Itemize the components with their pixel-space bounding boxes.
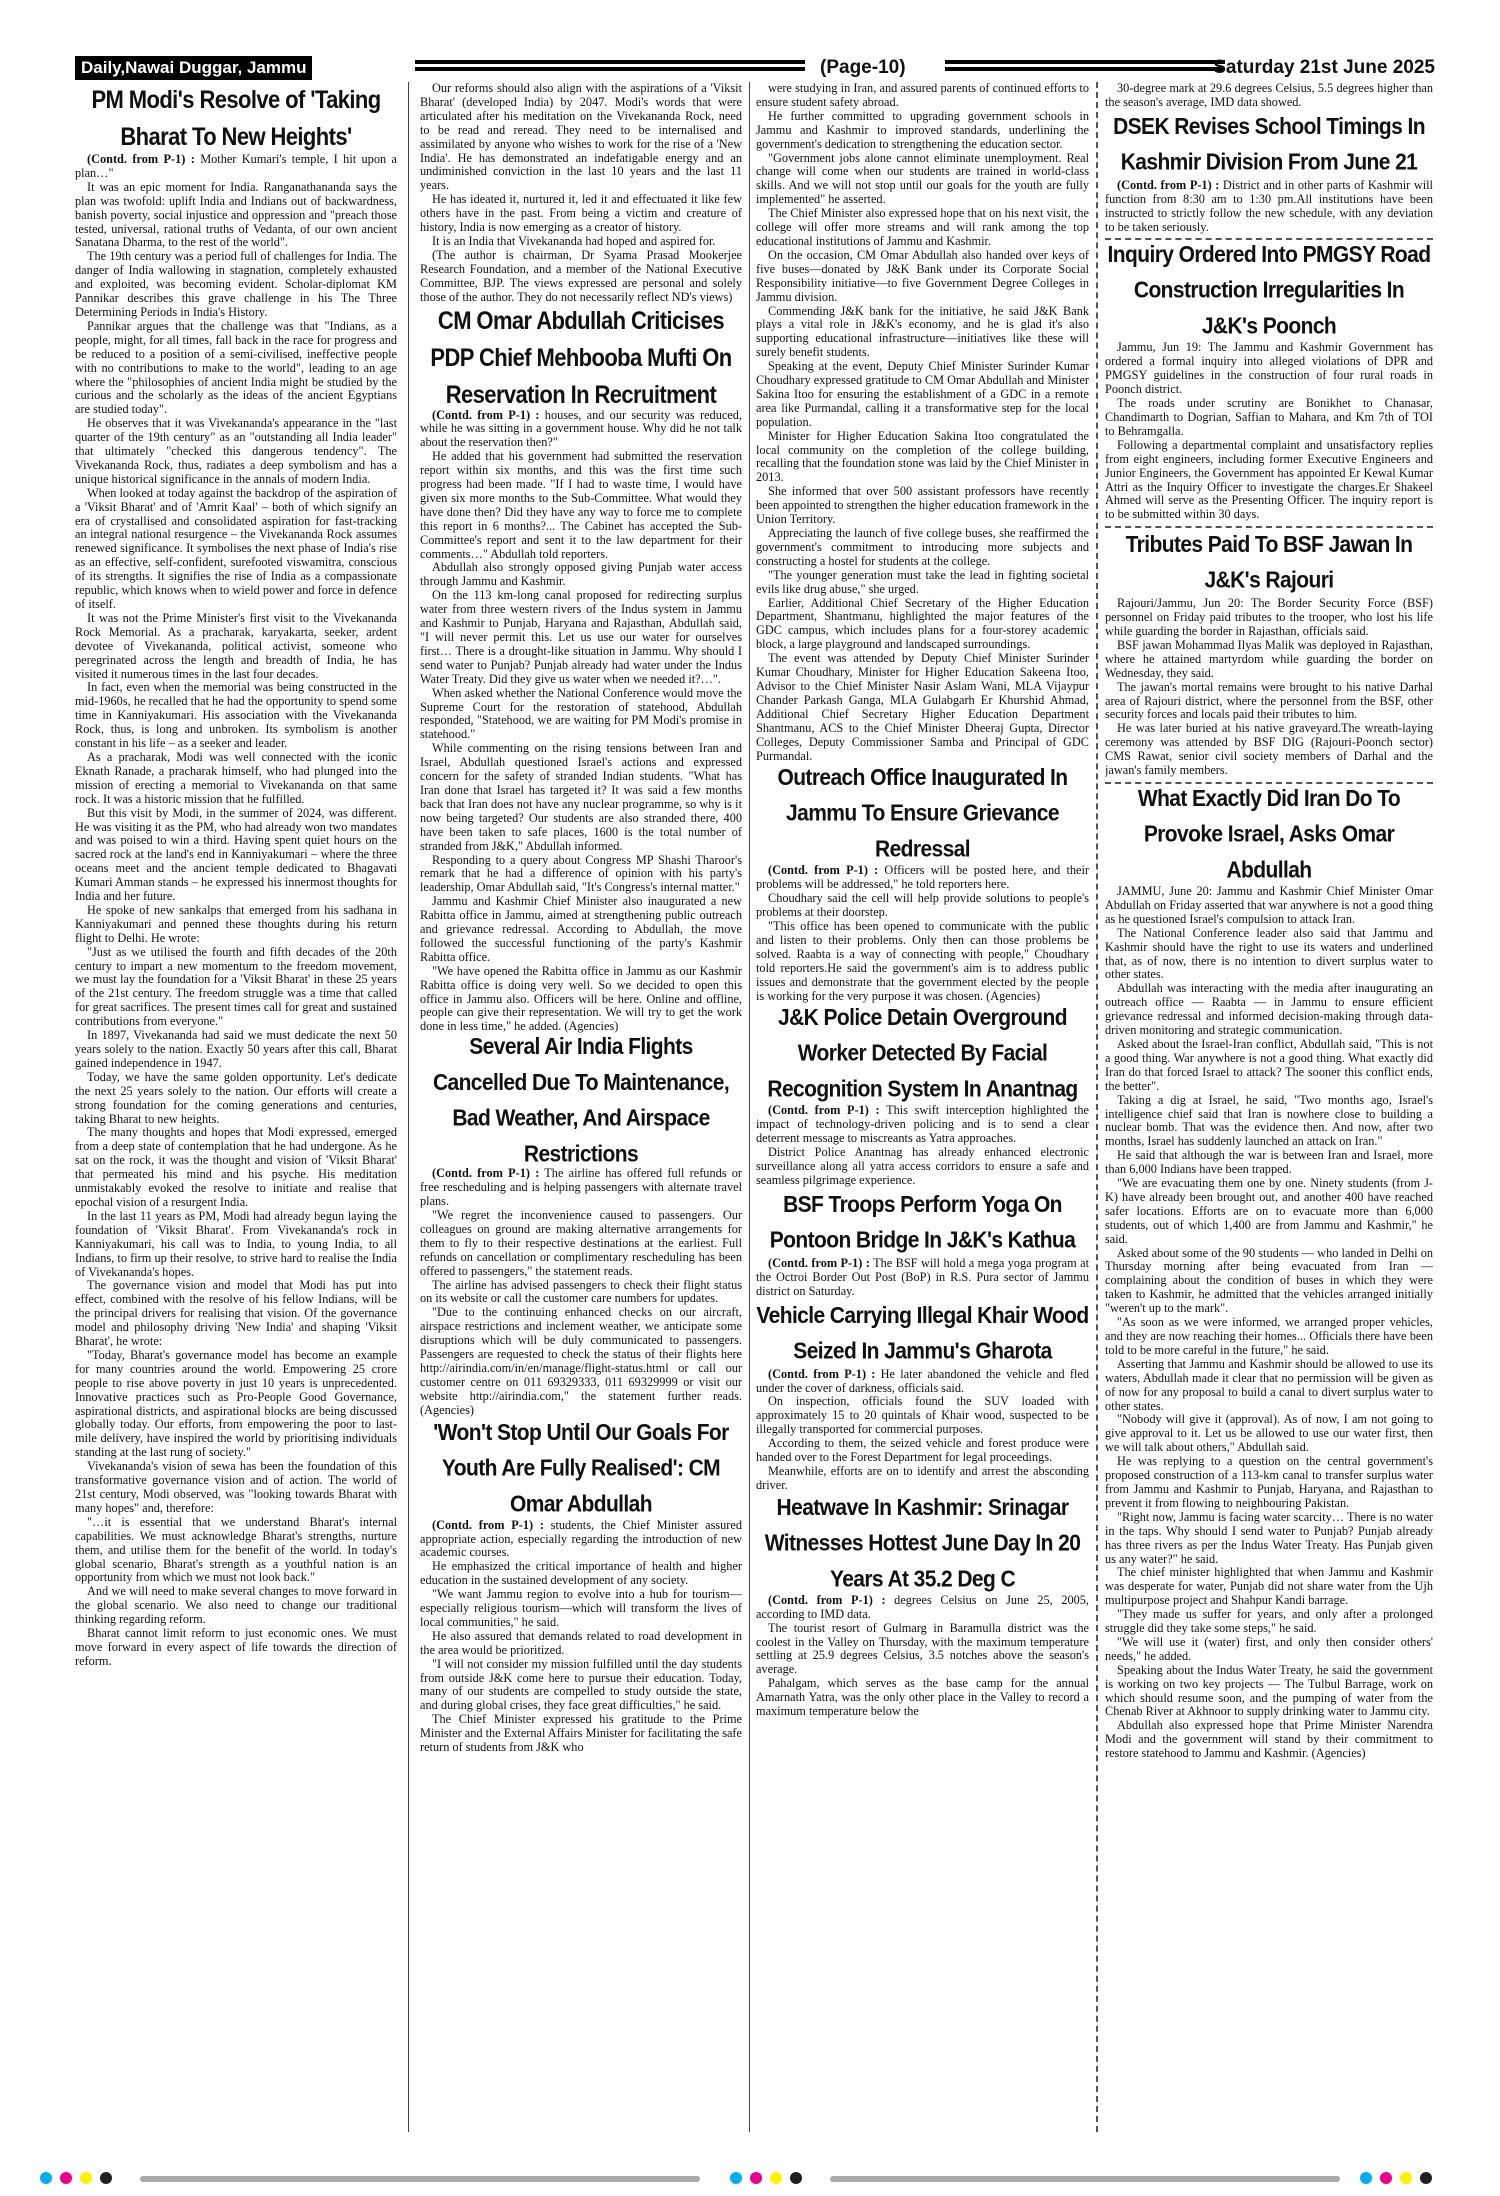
paragraph: "We are evacuating them one by one. Ninety students (from J-K) have already been brought out, and another 400 have reached safer locations. Efforts are on to evacuate more than 6,000 students, out of which 1,400 are from Jammu and Kashmir," he said. xyxy=(1105,1176,1433,1246)
paragraph: The Chief Minister expressed his gratitude to the Prime Minister and the External Affairs Minister for facilitating the safe return of students from J&K who xyxy=(420,1712,742,1755)
registration-dot xyxy=(100,2172,112,2184)
paragraph: While commenting on the rising tensions between Iran and Israel, Abdullah questioned Israel's actions and expressed concern for the safety of stranded Indian students. "What has Iran done that Israel has targeted it? It was said a few months back that Iran does not have any nuclear programme, so why is it now being targeted? Our students are also stranded there, 400 have been taken to safe places, 1600 is the total number of stranded from J&K," Abdullah informed. xyxy=(420,741,742,853)
lead-text: The BSF will hold a mega yoga program at the Octroi Border Out Post (BoP) in R.S. Pura sector of Jammu district on Saturday. xyxy=(756,1255,1089,1298)
paragraph: The many thoughts and hopes that Modi expressed, emerged from a deep state of contemplation that he had undergone. As he sat on the rock, it was the thought and vision of 'Viksit Bharat' that permeated his mind and his psyche. His meditation unmistakably evoked the resolve to initiate and realise that epochal vision of a resurgent India. xyxy=(75,1125,397,1209)
paragraph: The jawan's mortal remains were brought to his native Darhal area of Rajouri district, where the personnel from the BSF, other security forces and locals paid their tributes to him. xyxy=(1105,679,1433,722)
paragraph: And we will need to make several changes to move forward in the global scenario. We also need to change our traditional thinking regarding reform. xyxy=(75,1584,397,1627)
paper-name: Daily,Nawai Duggar, Jammu xyxy=(75,56,312,80)
paragraph: On the occasion, CM Omar Abdullah also handed over keys of five buses—donated by J&K Bank under its Corporate Social Responsibility initiative—to five Government Degree Colleges in Jammu division. xyxy=(756,247,1089,304)
paragraph: When looked at today against the backdrop of the aspiration of a 'Viksit Bharat' and of 'Amrit Kaal' – both of which signify an era of crystallised and consolidated aspiration for fast-tracking an integral national resurgence – the Vivekananda Rock assumes renewed significance. It symbolises the next phase of India's rise as an effective, self-confident, surefooted viswamitra, conscious of its strengths. It signifies the rise of India as a compassionate republic, which knows when to wield power and force in defence of itself. xyxy=(75,485,397,611)
contd-label: (Contd. from P-1) : xyxy=(768,1103,880,1118)
paragraph: Asked about some of the 90 students — who landed in Delhi on Thursday morning after being evacuated from Iran — complaining about the condition of buses in which they were taken to Kashmir, he admitted that the vehicles arranged initially "weren't up to the mark". xyxy=(1105,1245,1433,1316)
paragraph: As a pracharak, Modi was well connected with the iconic Eknath Ranade, a pracharak himself, who had plunged into the mission of erecting a memorial to Vivekananda on that same rock. It was a historic mission that he fulfilled. xyxy=(75,749,397,806)
column-rule xyxy=(1096,82,1098,2132)
paragraph: He observes that it was Vivekananda's appearance in the "last quarter of the 19th century" as an "outstanding all India leader" that ultimately "checked this dangerous tendency". The Vivekananda Rock, thus, radiates a deep symbolism and has a unique historical significance in the annals of modern India. xyxy=(75,416,397,486)
column-2 xyxy=(420,82,742,2140)
article-body xyxy=(756,1395,1089,1492)
article-lead xyxy=(756,1368,1089,1396)
article-body xyxy=(1105,885,1433,1761)
paragraph: Abdullah was interacting with the media after inaugurating an outreach office — Raabta — in Jammu to ensure efficient grievance redressal and informed decision-making through data-driven monitoring and strategic communication. xyxy=(1105,981,1433,1038)
paragraph: He added that his government had submitted the reservation report within six months, and this was the first time such progress had been made. "If I had to waste time, I would have given six more months to the Sub-Committee. What would they have done then? Did they have any way to force me to complete this report in 6 months?... The Cabinet has accepted the Sub-Committee's report and sent it to the law department for their comments…" Abdullah told reporters. xyxy=(420,449,742,561)
paragraph: Commending J&K bank for the initiative, he said J&K Bank plays a vital role in J&K's economy, and he is glad it's also supporting educational infrastructure—initiatives like these will surely benefit students. xyxy=(756,303,1089,360)
registration-dot xyxy=(1420,2172,1432,2184)
paragraph: "As soon as we were informed, we arranged proper vehicles, and they are now reaching their homes... Officials there have been told to be more careful in the future," he said. xyxy=(1105,1315,1433,1357)
headline-outreach-office: Outreach Office Inaugurated In Jammu To Ensure Grievance Redressal xyxy=(777,765,1068,863)
article-body xyxy=(756,892,1089,1003)
paragraph: Minister for Higher Education Sakina Itoo congratulated the local community on the completion of the college building, recalling that the foundation stone was laid by the Chief Minister in 2013. xyxy=(756,428,1089,485)
article-lead xyxy=(756,864,1089,892)
contd-label: (Contd. from P-1) : xyxy=(768,863,879,878)
article-lead xyxy=(756,1104,1089,1146)
paragraph: Our reforms should also align with the aspirations of a 'Viksit Bharat' (developed India) by 2047. Modi's words that were articulated after his meditation on the Vivekananda Rock, need to be read and reread. They need to be internalised and assimilated by anyone who wishes to work for the rise of a 'New India'. He has demonstrated an indefatigable energy and an undiminished conviction in the last 10 years and the last 11 years. xyxy=(420,82,742,193)
paragraph: "We want Jammu region to evolve into a hub for tourism—especially religious tourism—which will transform the lives of local communities," he said. xyxy=(420,1587,742,1629)
headline-bsf-yoga: BSF Troops Perform Yoga On Pontoon Bridge In J&K's Kathua xyxy=(769,1191,1076,1254)
paragraph: JAMMU, June 20: Jammu and Kashmir Chief Minister Omar Abdullah on Friday asserted that war anywhere is not a good thing as he questioned Israel's compulsion to attack Iran. xyxy=(1105,884,1433,926)
article-body xyxy=(420,1209,742,1418)
paragraph: The roads under scrutiny are Bonikhet to Chanasar, Chandimarth to Dogrian, Saffian to Mahara, and Km 7th of TOI to Behramgalla. xyxy=(1105,396,1433,438)
paragraph: In 1897, Vivekananda had said we must dedicate the next 50 years solely to the nation. Exactly 50 years after this call, Bharat gained independence in 1947. xyxy=(75,1028,397,1070)
paragraph: She informed that over 500 assistant professors have recently been appointed to strengthen the higher education framework in the Union Territory. xyxy=(756,484,1089,527)
issue-date: Saturday 21st June 2025 xyxy=(1213,57,1435,78)
paragraph: "This office has been opened to communicate with the public and listen to their problems. Only then can those problems be solved. Raabta is a way of connecting with people," Choudhary told reporters.He said the government's aim is to address public issues and demonstrate that the government elected by the people is working for the very purpose it was chosen. (Agencies) xyxy=(756,919,1089,1003)
header-rule-right xyxy=(945,60,1225,78)
article-body xyxy=(75,181,397,1669)
lead-text: This swift interception highlighted the impact of technology-driven policing and is to send a clear deterrent message to miscreants as Yatra approaches. xyxy=(756,1103,1089,1146)
registration-dot xyxy=(730,2172,742,2184)
contd-label: (Contd. from P-1) : xyxy=(432,1517,544,1532)
paragraph: "Just as we utilised the fourth and fifth decades of the 20th century to impart a new momentum to the freedom movement, we must lay the foundation for a 'Viksit Bharat' in these 25 years of the 21st century. The freedom struggle was a time that called for great sacrifices. The present times call for great and sustained contributions from everyone." xyxy=(75,944,397,1029)
color-dots-right xyxy=(1360,2172,1440,2186)
paragraph: "We regret the inconvenience caused to passengers. Our colleagues on ground are making alternative arrangements for them to fly to their respective destinations at the earliest. Full refunds on cancellation or complimentary rescheduling has been offered to passengers," the statement reads. xyxy=(420,1208,742,1278)
lead-text: degrees Celsius on June 25, 2005, according to IMD data. xyxy=(756,1592,1089,1621)
paragraph: Bharat cannot limit reform to just economic ones. We must move forward in every aspect of life towards the direction of reform. xyxy=(75,1626,397,1668)
paragraph: Choudhary said the cell will help provide solutions to people's problems at their doorstep. xyxy=(756,891,1089,920)
headline-police-detain: J&K Police Detain Overground Worker Detected By Facial Recognition System In Anantnag xyxy=(767,1005,1078,1103)
contd-label: (Contd. from P-1) : xyxy=(432,1166,540,1181)
registration-dot xyxy=(40,2172,52,2184)
paragraph: Pahalgam, which serves as the base camp for the annual Amarnath Yatra, was the only other place in the Valley to record a maximum temperature below the xyxy=(756,1676,1089,1719)
paragraph: Speaking at the event, Deputy Chief Minister Surinder Kumar Choudhary expressed gratitude to CM Omar Abdullah and Minister Sakina Itoo for ensuring the establishment of a GDC in a remote area like Purmandal, calling it a transformative step for the local population. xyxy=(756,359,1089,429)
paragraph: Abdullah also strongly opposed giving Punjab water access through Jammu and Kashmir. xyxy=(420,560,742,589)
lead-text: students, the Chief Minister assured appropriate action, especially regarding the introduction of new academic courses. xyxy=(420,1517,742,1560)
registration-dot xyxy=(1400,2172,1412,2184)
paragraph: "Government jobs alone cannot eliminate unemployment. Real change will come when our students are trained in world-class skills. And we will not stop until our goals for the youth are fully implemented" he asserted. xyxy=(756,150,1089,207)
header-rule-left xyxy=(415,60,805,78)
paragraph: District Police Anantnag has already enhanced electronic surveillance along all yatra access corridors to ensure a safe and seamless pilgrimage experience. xyxy=(756,1145,1089,1187)
contd-label: (Contd. from P-1) : xyxy=(432,407,540,422)
headline-omar-pdp: CM Omar Abdullah Criticises PDP Chief Mehbooba Mufti On Reservation In Recruitment xyxy=(430,306,732,408)
column-1 xyxy=(75,82,397,2140)
paragraph: He said that although the war is between Iran and Israel, more than 6,000 Indians have been trapped. xyxy=(1105,1148,1433,1177)
paragraph: Rajouri/Jammu, Jun 20: The Border Security Force (BSF) personnel on Friday paid tributes to the trooper, who lost his life while guarding the border in Rajasthan, officials said. xyxy=(1105,596,1433,639)
paragraph: According to them, the seized vehicle and forest produce were handed over to the Forest Department for legal proceedings. xyxy=(756,1436,1089,1465)
headline-dsek-timings: DSEK Revises School Timings In Kashmir Division From June 21 xyxy=(1113,113,1425,176)
column-rule xyxy=(749,82,750,2132)
contd-label: (Contd. from P-1) : xyxy=(87,152,195,166)
article-body xyxy=(756,1146,1089,1188)
paragraph: Following a departmental complaint and unsatisfactory replies from eight engineers, including former Executive Engineers and Junior Engineers, the Government has appointed Er Kewal Kumar Attri as the Inquiry Officer to investigate the charges.Er Shakeel Ahmed will serve as the Presenting Officer. The inquiry report is to be submitted within 30 days. xyxy=(1105,437,1433,522)
article-body xyxy=(420,1560,742,1755)
article-body xyxy=(1105,341,1433,522)
registration-dot xyxy=(1380,2172,1392,2184)
registration-dot xyxy=(80,2172,92,2184)
paragraph: He has ideated it, nurtured it, led it and effectuated it like few others have in the past. From being a victim and creature of history, India is now emerging as a creator of history. xyxy=(420,192,742,235)
paragraph: "…it is essential that we understand Bharat's internal capabilities. We must acknowledge Bharat's strengths, nurture them, and utilise them for the benefit of the world. In today's global scenario, Bharat's strength as a youthful nation is an opportunity from which we must not look back." xyxy=(75,1514,397,1585)
registration-dot xyxy=(60,2172,72,2184)
headline-youth-goals: 'Won't Stop Until Our Goals For Youth Are Fully Realised': CM Omar Abdullah xyxy=(433,1419,729,1517)
contd-label: (Contd. from P-1) : xyxy=(768,1592,886,1607)
article-lead xyxy=(1105,179,1433,235)
column-4 xyxy=(1105,82,1433,2140)
paragraph: In the last 11 years as PM, Modi had already begun laying the foundation of 'Viksit Bharat'. From Vivekananda's rock in Kanniyakumari, his call was to India, to young India, to all Indians, to firm up their resolve, to strive hard to realise the India of Vivekananda's hopes. xyxy=(75,1208,397,1279)
paragraph: Asserting that Jammu and Kashmir should be allowed to use its waters, Abdullah made it clear that no permission will be given as of now for any proposal to build a canal to divert surplus water to other states. xyxy=(1105,1356,1433,1413)
paragraph: Jammu, Jun 19: The Jammu and Kashmir Government has ordered a formal inquiry into alleged violations of DPR and PMGSY guidelines in the construction of four rural roads in Poonch district. xyxy=(1105,340,1433,397)
paragraph: Taking a dig at Israel, he said, "Two months ago, Israel's intelligence chief said that Iran is nowhere close to building a nuclear bomb. That was the evidence then. And now, after two months, Israel has suddenly launched an attack on Iran." xyxy=(1105,1092,1433,1149)
lead-text: Mother Kumari's temple, I hit upon a plan…" xyxy=(75,152,397,180)
paragraph: Abdullah also expressed hope that Prime Minister Narendra Modi and the government will stand by their commitment to restore statehood to Jammu and Kashmir. (Agencies) xyxy=(1105,1718,1433,1761)
paragraph: The airline has advised passengers to check their flight status on its website or call the customer care numbers for updates. xyxy=(420,1277,742,1306)
article-body xyxy=(756,82,1089,763)
article-lead xyxy=(756,1257,1089,1299)
headline-heatwave: Heatwave In Kashmir: Srinagar Witnesses Hottest June Day In 20 Years At 35.2 Deg C xyxy=(764,1494,1081,1592)
gray-bar xyxy=(140,2176,700,2182)
paragraph: He emphasized the critical importance of health and higher education in the sustained development of any society. xyxy=(420,1559,742,1588)
paragraph: In fact, even when the memorial was being constructed in the mid-1960s, he recalled that he had the opportunity to spend some time in Kanniyakumari. His association with the Vivekananda Rock, thus, is long and unbroken. Its symbolism is another constant in his life – as a seeker and leader. xyxy=(75,680,397,751)
article-lead xyxy=(420,409,742,451)
article-body xyxy=(420,450,742,1034)
article-body xyxy=(1105,597,1433,778)
lead-text: The airline has offered full refunds or free rescheduling and is helping passengers with alternate travel plans. xyxy=(420,1166,742,1209)
headline-pmgsy-inquiry: Inquiry Ordered Into PMGSY Road Construction Irregularities In J&K's Poonch xyxy=(1107,242,1431,340)
lead-text: Officers will be posted here, and their problems will be addressed," he told reporters here. xyxy=(756,863,1089,892)
paragraph: It was an epic moment for India. Ranganathananda says the plan was twofold: uplift India and Indians out of backwardness, banish poverty, social injustice and oppression and "preach those tested, universal, rational truths of Vedanta, of our own ancient Sanatana Dharma, to the rest of the world". xyxy=(75,179,397,250)
paragraph: The Chief Minister also expressed hope that on his next visit, the college will offer more streams and will rank among the top educational institutions of Jammu and Kashmir. xyxy=(756,206,1089,248)
article-lead xyxy=(420,1167,742,1209)
paragraph: Responding to a query about Congress MP Shashi Tharoor's remark that he had a difference of opinion with his party's leadership, Omar Abdullah said, "It's Congress's internal matter." xyxy=(420,852,742,895)
paragraph: But this visit by Modi, in the summer of 2024, was different. He was visiting it as the PM, who had already won two mandates and was poised to win a third. Having spent quiet hours on the sacred rock at the land's end in Kanniyakumari – where the three oceans meet and the ancient temple dedicated to Bhagavati Kumari Amman stands – he expressed his innermost thoughts for India and her future. xyxy=(75,805,397,904)
column-3 xyxy=(756,82,1089,2140)
headline-modi-resolve: PM Modi's Resolve of 'Taking Bharat To New Heights' xyxy=(91,85,381,151)
masthead xyxy=(75,56,1435,82)
column-rule xyxy=(408,82,409,2132)
paragraph: The governance vision and model that Modi has put into effect, combined with the resolve of his fellow Indians, will be the principal drivers for realising that vision. Of the governance model and philosophy driving 'New India' and shaping 'Viksit Bharat', he wrote: xyxy=(75,1278,397,1349)
registration-dot xyxy=(770,2172,782,2184)
paragraph: Asked about the Israel-Iran conflict, Abdullah said, "This is not a good thing. War anywhere is not a good thing. What exactly did Iran do that forced Israel to attack? The sooner this conflict ends, the better". xyxy=(1105,1036,1433,1093)
paragraph: He was replying to a question on the central government's proposed construction of a 113-km canal to transfer surplus water from Jammu and Kashmir to Punjab, Haryana, and Rajasthan to prevent it from flowing to neighbouring Pakistan. xyxy=(1105,1454,1433,1510)
paragraph: "They made us suffer for years, and only after a prolonged struggle did they take some steps," he said. xyxy=(1105,1607,1433,1636)
color-dots-center xyxy=(730,2172,810,2186)
paragraph: It was not the Prime Minister's first visit to the Vivekananda Rock Memorial. As a pracharak, karyakarta, seeker, ardent devotee of Vivekananda, political activist, someone who peregrinated across the length and breadth of India, he has visited it numerous times in the last four decades. xyxy=(75,610,397,681)
lead-text: houses, and our security was reduced, while he was sitting in a government house. Why did he not talk about the reservation then?" xyxy=(420,407,742,450)
lead-text: District and in other parts of Kashmir will function from 8:30 am to 1:30 pm.All institutions have been instructed to strictly follow the new schedule, with any deviation to be taken seriously. xyxy=(1105,177,1433,234)
gray-bar xyxy=(830,2176,1340,2182)
paragraph: Earlier, Additional Chief Secretary of the Higher Education Department, Shantmanu, highlighted the major features of the GDC campus, which includes plans for a four-storey academic block, a large playground and landscaped surroundings. xyxy=(756,595,1089,652)
paragraph: The chief minister highlighted that when Jammu and Kashmir was desperate for water, Punjab did not share water from the Ujh multipurpose project and Shahpur Kandi barrage. xyxy=(1105,1565,1433,1608)
contd-label: (Contd. from P-1) : xyxy=(1117,177,1220,192)
contd-label: (Contd. from P-1) : xyxy=(768,1366,876,1381)
registration-dot xyxy=(1360,2172,1372,2184)
paragraph: The 19th century was a period full of challenges for India. The danger of India wallowing in stagnation, completely exhausted and exploited, was becoming evident. Scholar-diplomat KM Pannikar describes this grave challenge in his The Three Determining Periods in India's History. xyxy=(75,249,397,319)
paragraph: He was later buried at his native graveyard.The wreath-laying ceremony was attended by BSF DIG (Rajouri-Poonch sector) CMS Rawat, senior civil society members of Darhal and the jawan's family members. xyxy=(1105,721,1433,778)
paragraph: "Right now, Jammu is facing water scarcity… There is no water in the taps. Why should I send water to Punjab? Punjab already has three rivers as per the Indus Water Treaty. Has Punjab given us any water?" he said. xyxy=(1105,1509,1433,1566)
paragraph: "We have opened the Rabitta office in Jammu as our Kashmir Rabitta office is doing very well. So we decided to open this office in Jammu also. Officers will be here. Online and offline, people can give their representation. We will try to get the work done in less time," he added. (Agencies) xyxy=(420,963,742,1034)
paragraph: were studying in Iran, and assured parents of continued efforts to ensure student safety abroad. xyxy=(756,82,1089,109)
paragraph: He further committed to upgrading government schools in Jammu and Kashmir to improved standards, underlining the government's dedication to strengthening the education sector. xyxy=(756,108,1089,151)
article-body xyxy=(756,1622,1089,1719)
print-registration-strip xyxy=(40,2172,1460,2186)
paragraph: The event was attended by Deputy Chief Minister Surinder Kumar Choudhary, Minister for Higher Education Sakeena Itoo, Advisor to the Chief Minister Nasir Aslam Wani, MLA Vijaypur Chander Parkash Ganga, MLA Gulabgarh Er Khurshid Ahmad, Additional Chief Secretary Higher Education Department Shantmanu, ACS to the Chief Minister Dheeraj Gupta, Director Colleges, Deputy Commissioner Samba and Principal of GDC Purmandal. xyxy=(756,651,1089,763)
paragraph: Today, we have the same golden opportunity. Let's dedicate the next 25 years solely to the nation. Our efforts will create a strong foundation for the coming generations and centuries, taking Bharat to new heights. xyxy=(75,1069,397,1126)
registration-dot xyxy=(750,2172,762,2184)
paragraph: The tourist resort of Gulmarg in Baramulla district was the coolest in the Valley on Thursday, with the maximum temperature settling at 25.9 degrees Celsius, 3.5 notches above the season's average. xyxy=(756,1620,1089,1677)
headline-iran-israel: What Exactly Did Iran Do To Provoke Israel, Asks Omar Abdullah xyxy=(1137,785,1401,884)
paragraph: "I will not consider my mission fulfilled until the day students from outside J&K come here to pursue their education. Today, many of our students are compelled to study outside the state, and during global crises, they face great difficulties," he said. xyxy=(420,1656,742,1713)
paragraph: "Nobody will give it (approval). As of now, I am not going to give approval to it. Let us be allowed to use our water first, then we will talk about others," Abdullah said. xyxy=(1105,1412,1433,1455)
paragraph: Meanwhile, efforts are on to identify and arrest the absconding driver. xyxy=(756,1463,1089,1492)
headline-air-india: Several Air India Flights Cancelled Due To Maintenance, Bad Weather, And Airspace Restrictions xyxy=(432,1034,730,1168)
article-lead xyxy=(420,1519,742,1561)
headline-bsf-tributes: Tributes Paid To BSF Jawan In J&K's Rajouri xyxy=(1125,531,1413,594)
paragraph: He spoke of new sankalps that emerged from his sadhana in Kanniyakumari and penned these thoughts during his return flight to Delhi. He wrote: xyxy=(75,902,397,945)
contd-label: (Contd. from P-1) : xyxy=(768,1255,870,1270)
paragraph: He also assured that demands related to road development in the area would be prioritized. xyxy=(420,1628,742,1657)
paragraph: On the 113 km-long canal proposed for redirecting surplus water from three western rivers of the Indus system in Jammu and Kashmir to Punjab, Haryana and Rajasthan, Abdullah said, "I will never permit this. Let us use our water for ourselves first… There is a drought-like situation in Jammu. Why should I send water to Punjab? Punjab already had water under the Indus Water Treaty. Did they give us water when we needed it?…". xyxy=(420,588,742,686)
paragraph: It is an India that Vivekananda had hoped and aspired for. xyxy=(432,233,716,248)
paragraph: (The author is chairman, Dr Syama Prasad Mookerjee Research Foundation, and a member of the National Executive Committee, BJP. The views expressed are personal and solely those of the author. They do not necessarily reflect ND's views) xyxy=(420,247,742,304)
heatwave-continued: 30-degree mark at 29.6 degrees Celsius, 5.5 degrees higher than the season's average, IMD data showed. xyxy=(1105,82,1433,109)
registration-dot xyxy=(790,2172,802,2184)
article-lead xyxy=(756,1594,1089,1622)
paragraph: Speaking about the Indus Water Treaty, he said the government is working on two key projects — The Tulbul Barrage, work on which should resume soon, and the pumping of water from the Chenab River at Akhnoor to supply drinking water to Jammu city. xyxy=(1105,1662,1433,1719)
headline-khair-wood: Vehicle Carrying Illegal Khair Wood Seized In Jammu's Gharota xyxy=(756,1302,1089,1364)
paragraph: "The younger generation must take the lead in fighting societal evils like drug abuse," she urged. xyxy=(756,567,1089,596)
paragraph: Appreciating the launch of five college buses, she reaffirmed the government's commitment to introducing more subjects and constructing a hostel for students at the college. xyxy=(756,526,1089,568)
color-dots-left xyxy=(40,2172,120,2186)
lead-text: He later abandoned the vehicle and fled under the cover of darkness, officials said. xyxy=(756,1366,1089,1395)
paragraph: "Due to the continuing enhanced checks on our aircraft, airspace restrictions and inclement weather, we anticipate some disruptions which will be duly communicated to passengers. Passengers are requested to check the status of their flights here http://airindia.com/in/en/manage/flight-status.html or call our customer centre on 011 69329333, 011 69329999 or visit our website http://airindia.com," the statement further reads. (Agencies) xyxy=(420,1305,742,1417)
paragraph: "We will use it (water) first, and only then consider others' needs," he added. xyxy=(1105,1634,1433,1663)
article-lead xyxy=(75,153,397,181)
paragraph: "Today, Bharat's governance model has become an example for many countries around the world. Empowering 25 crore people to rise above poverty in just 10 years is unprecedented. Innovative practices such as Pro-People Good Governance, aspirational districts, and aspirational blocks are being discussed globally today. Our efforts, from empowering the poor to last-mile delivery, have inspired the world by prioritising individuals standing at the last rung of society." xyxy=(75,1347,397,1460)
paragraph: On inspection, officials found the SUV loaded with approximately 15 to 20 quintals of Khair wood, suspected to be illegally transported for commercial purposes. xyxy=(756,1394,1089,1437)
article-body xyxy=(420,82,742,305)
page-number: (Page-10) xyxy=(820,57,906,78)
paragraph: Vivekananda's vision of sewa has been the foundation of this transformative governance vision and of action. The world of 21st century, Modi observed, was "looking towards Bharat with many hopes" and, therefore: xyxy=(75,1459,397,1515)
paragraph: Jammu and Kashmir Chief Minister also inaugurated a new Rabitta office in Jammu, aimed at strengthening public outreach and grievance redressal. According to Abdullah, the move followed the successful functioning of the party's Kashmir Rabitta office. xyxy=(420,894,742,964)
paragraph: BSF jawan Mohammad Ilyas Malik was deployed in Rajasthan, where he attained martyrdom while guarding the border on Wednesday, they said. xyxy=(1105,637,1433,680)
paragraph: When asked whether the National Conference would move the Supreme Court for the restoration of statehood, Abdullah responded, "Statehood, we are waiting for PM Modi's promise in statehood." xyxy=(420,685,742,742)
paragraph: The National Conference leader also said that Jammu and Kashmir should have the right to use its waters and underlined that, as of now, there is no intention to divert surplus water to other states. xyxy=(1105,925,1433,982)
paragraph: Pannikar argues that the challenge was that "Indians, as a people, might, for all times, fall back in the race for progress and be reduced to a position of a semi-civilised, ineffective people with no contributions to make to the world", leading to an age where the "philosophies of ancient India might be studied by the curious and the scholarly as the ideas of the ancient Egyptians are studied today". xyxy=(75,318,397,417)
